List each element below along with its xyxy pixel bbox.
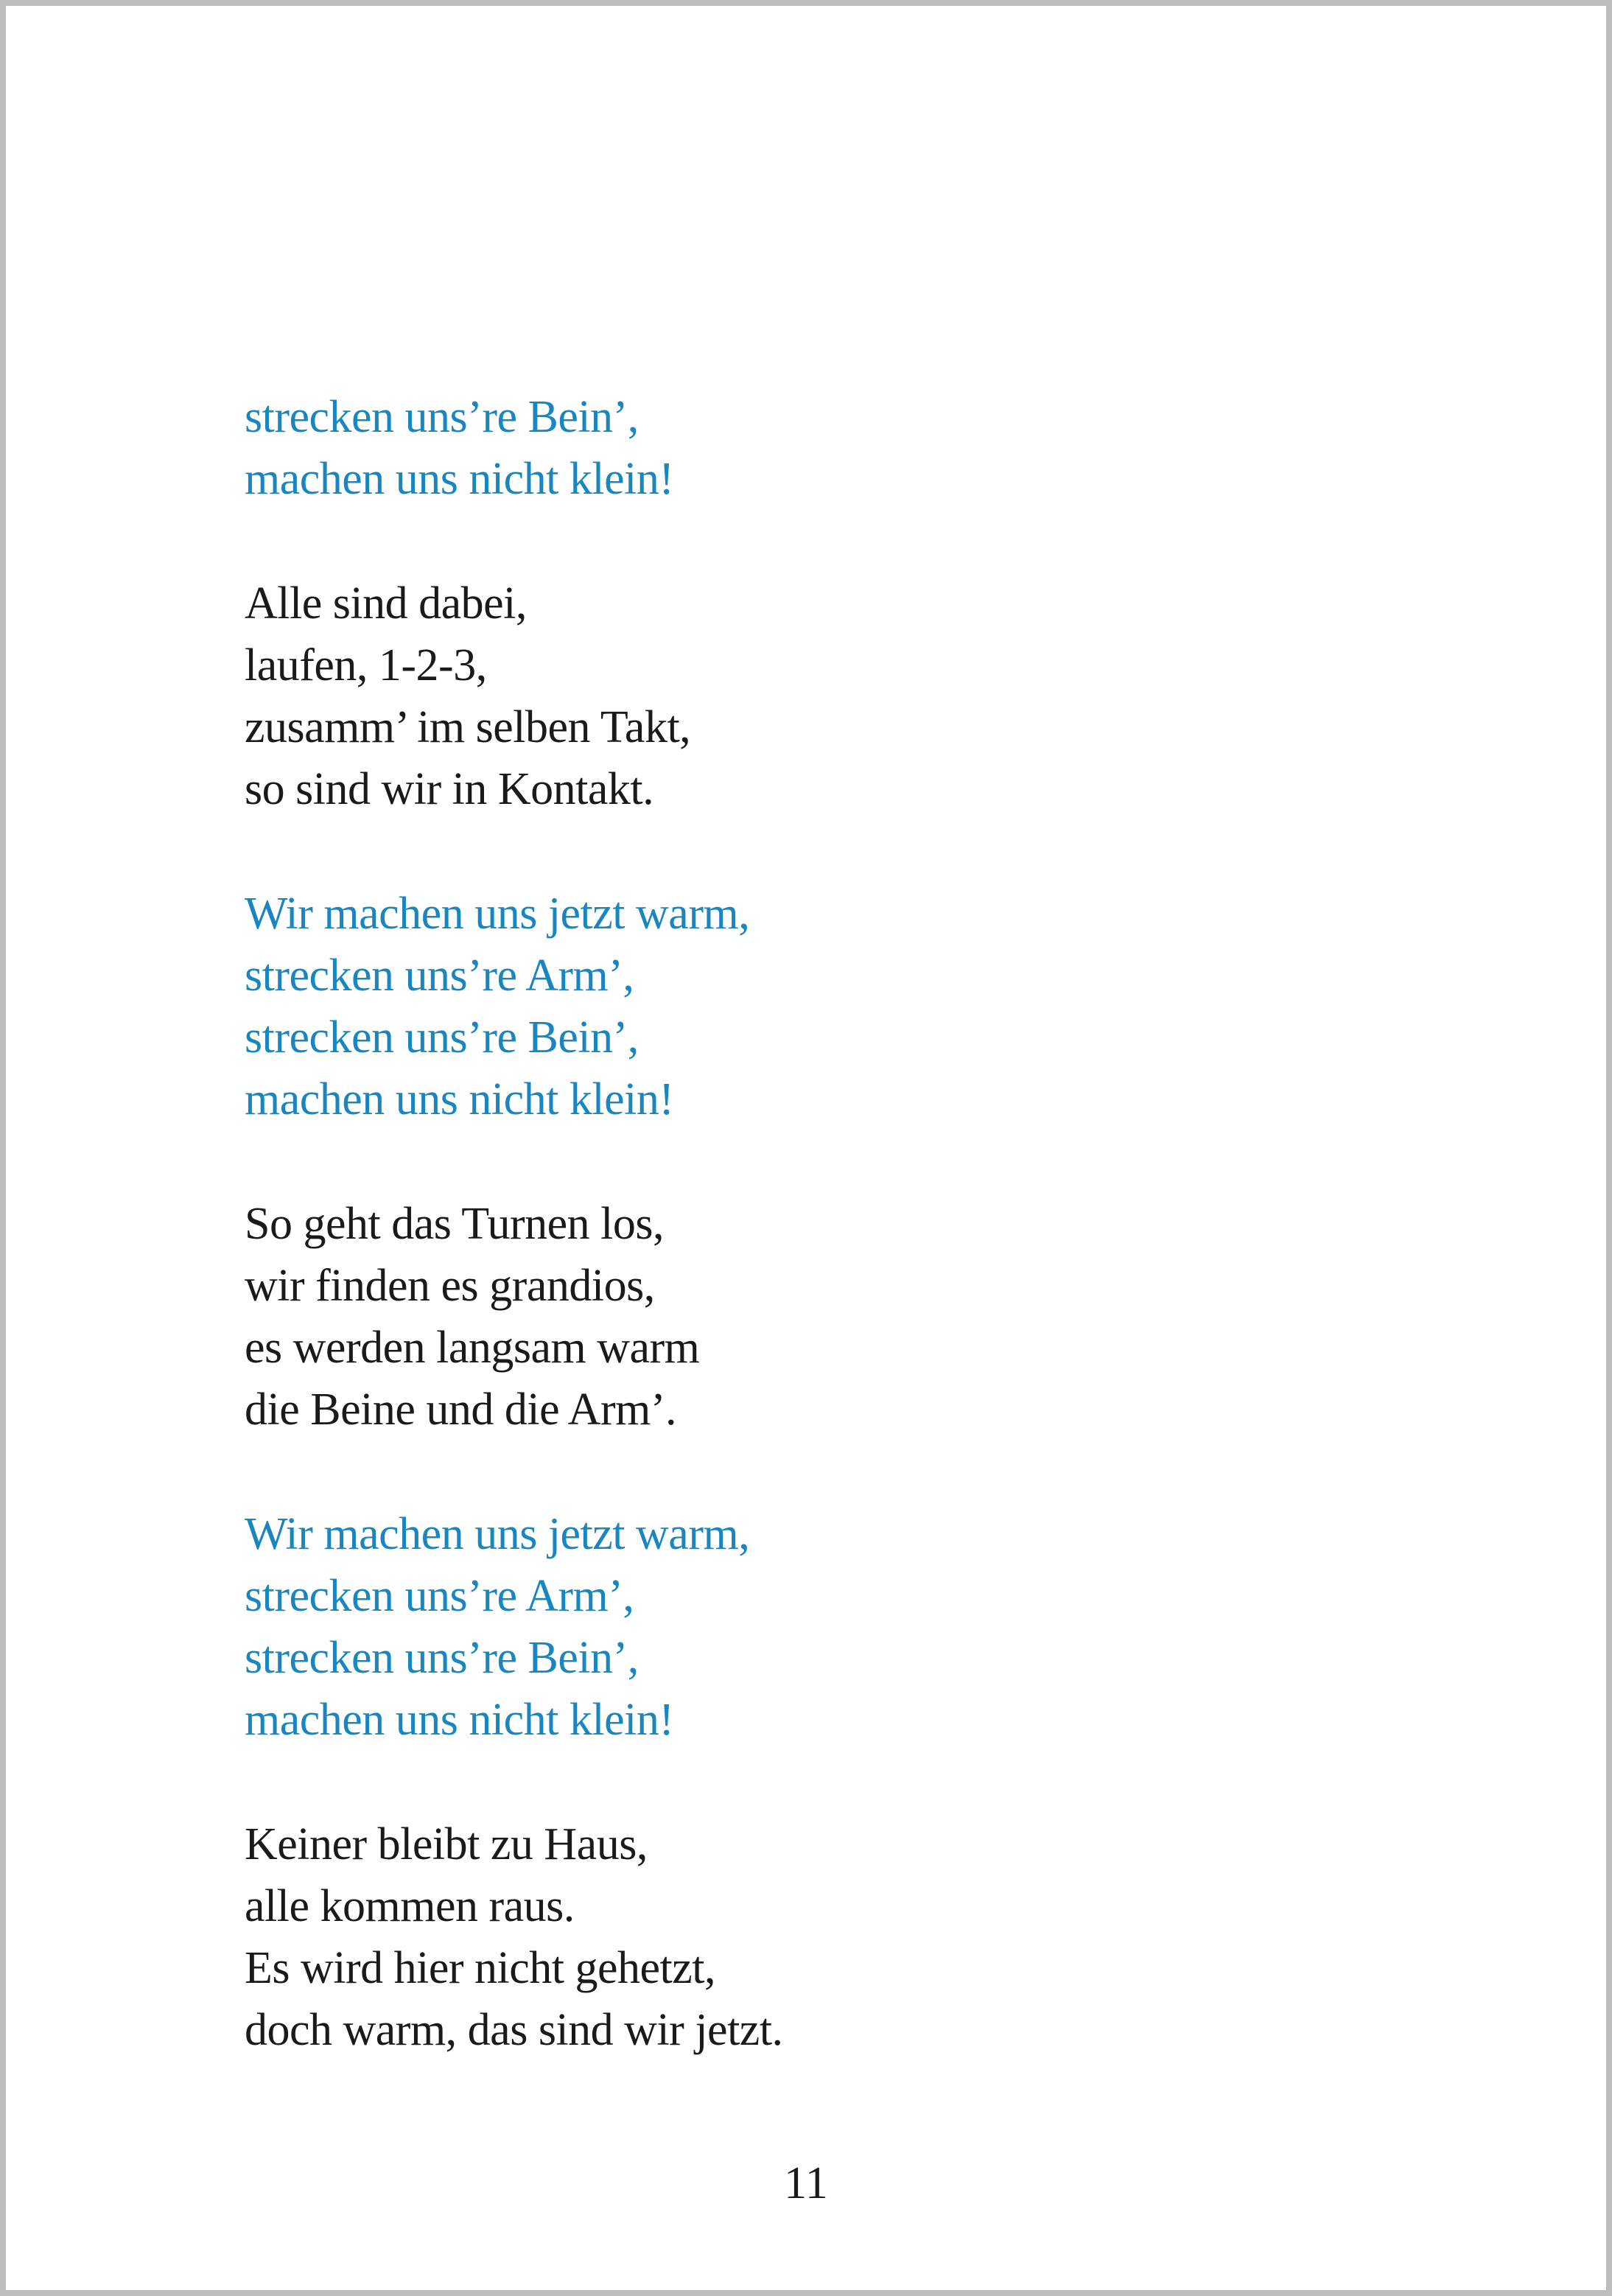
poem-line: es werden langsam warm: [245, 1323, 700, 1373]
poem-line: alle kommen raus.: [245, 1880, 575, 1931]
verse-stanza: [245, 573, 783, 821]
poem-line: strecken uns’re Bein’,: [245, 392, 639, 442]
poem-line: strecken uns’re Bein’,: [245, 1633, 639, 1683]
poem-line: Alle sind dabei,: [245, 578, 527, 629]
poem-line: doch warm, das sind wir jetzt.: [245, 2005, 783, 2056]
poem-line: wir finden es grandios,: [245, 1260, 655, 1311]
refrain-stanza: [245, 1503, 783, 1751]
poem-line: machen uns nicht klein!: [245, 454, 674, 505]
poem-line: strecken uns’re Arm’,: [245, 1570, 634, 1621]
poem-line: Wir machen uns jetzt warm,: [245, 1508, 750, 1559]
poem-line: strecken uns’re Bein’,: [245, 1012, 639, 1063]
poem-line: Keiner bleibt zu Haus,: [245, 1819, 648, 1869]
poem-line: laufen, 1-2-3,: [245, 640, 487, 690]
poem-line: die Beine und die Arm’.: [245, 1385, 676, 1435]
poem-line: Wir machen uns jetzt warm,: [245, 888, 750, 939]
verse-stanza: [245, 1193, 783, 1441]
verse-stanza: [245, 1813, 783, 2062]
poem-line: Es wird hier nicht gehetzt,: [245, 1943, 716, 1993]
poem-line: zusamm’ im selben Takt,: [245, 702, 691, 752]
poem-line: so sind wir in Kontakt.: [245, 764, 654, 815]
refrain-stanza: [245, 883, 783, 1131]
poem: [245, 386, 783, 2124]
poem-line: So geht das Turnen los,: [245, 1198, 664, 1249]
poem-line: machen uns nicht klein!: [245, 1074, 674, 1125]
poem-line: machen uns nicht klein!: [245, 1695, 674, 1746]
refrain-stanza: [245, 386, 783, 510]
page-number: 11: [784, 2158, 828, 2208]
poem-line: strecken uns’re Arm’,: [245, 950, 634, 1001]
